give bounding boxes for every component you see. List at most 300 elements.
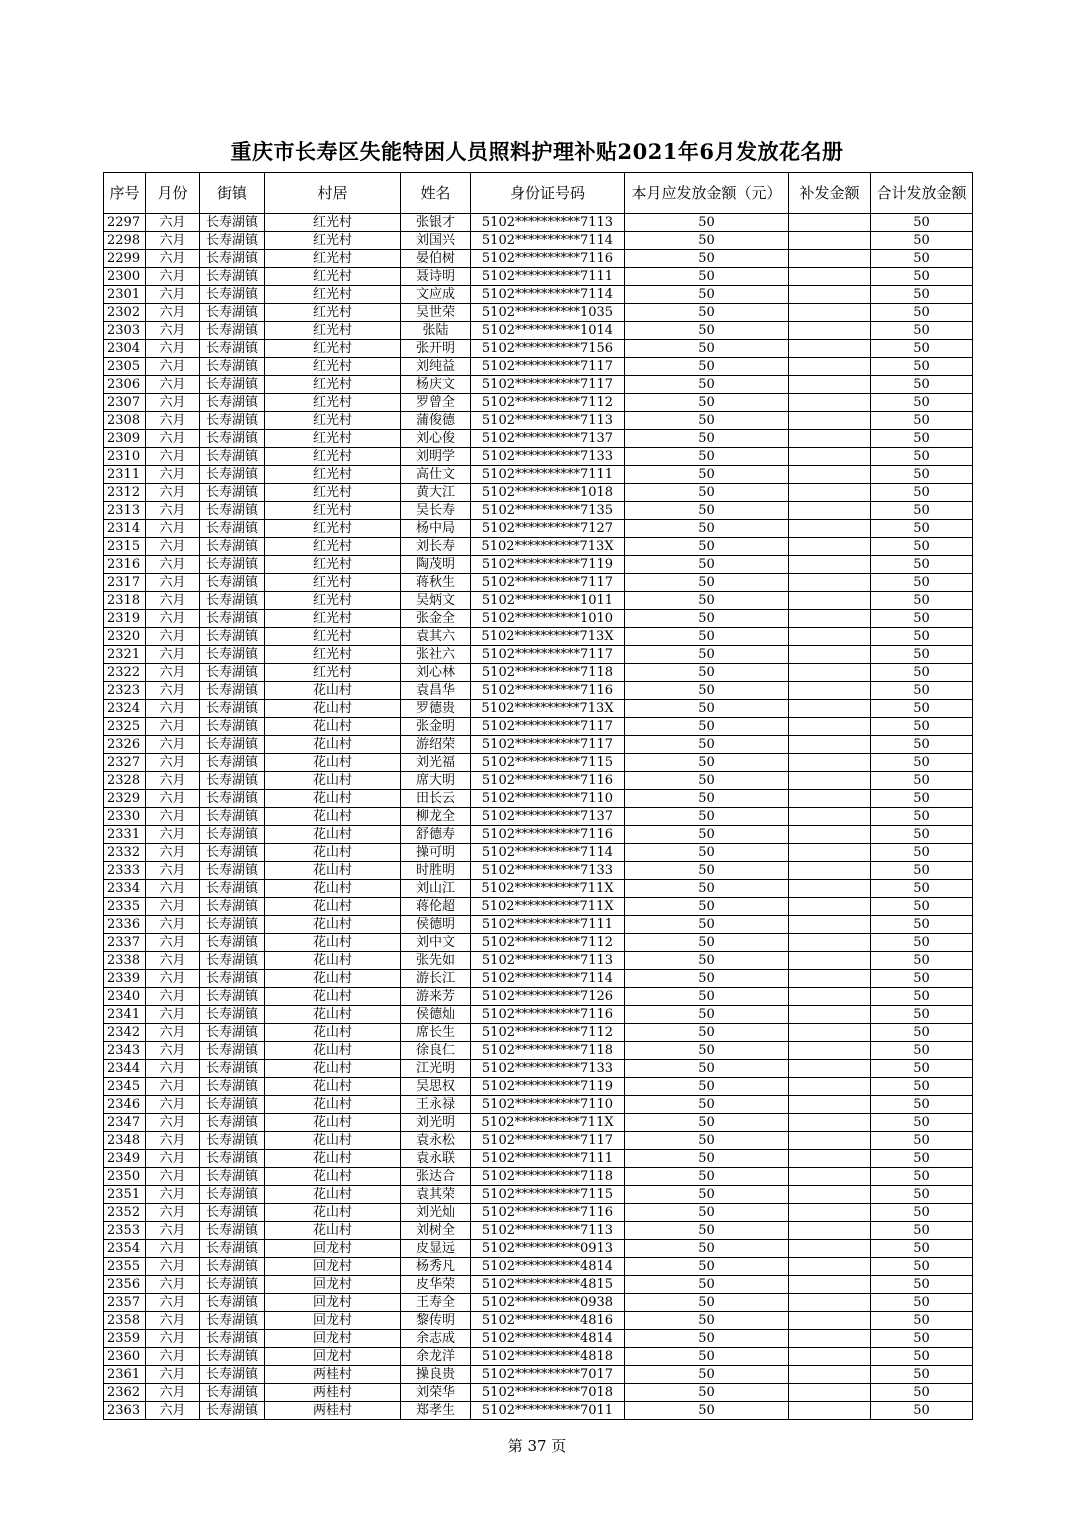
table-cell: 罗德贵 xyxy=(401,700,471,718)
table-cell: 六月 xyxy=(146,1258,200,1276)
table-cell: 50 xyxy=(871,880,973,898)
table-cell: 50 xyxy=(871,826,973,844)
table-cell: 刘国兴 xyxy=(401,232,471,250)
table-row xyxy=(104,934,973,952)
table-cell: 50 xyxy=(871,286,973,304)
table-cell: 六月 xyxy=(146,1186,200,1204)
table-cell: 50 xyxy=(871,628,973,646)
table-cell: 50 xyxy=(871,1024,973,1042)
table-cell xyxy=(789,412,871,430)
table-cell: 5102**********7113 xyxy=(471,952,625,970)
table-cell: 50 xyxy=(871,700,973,718)
table-cell: 袁永联 xyxy=(401,1150,471,1168)
table-cell: 六月 xyxy=(146,592,200,610)
table-row xyxy=(104,1204,973,1222)
table-cell: 50 xyxy=(625,1312,789,1330)
table-cell: 2333 xyxy=(104,862,146,880)
table-cell: 50 xyxy=(871,556,973,574)
table-cell xyxy=(789,736,871,754)
table-cell: 50 xyxy=(625,1168,789,1186)
table-cell: 花山村 xyxy=(265,718,401,736)
column-header: 序号 xyxy=(104,173,146,214)
table-cell: 六月 xyxy=(146,628,200,646)
table-cell: 长寿湖镇 xyxy=(200,592,265,610)
table-cell: 50 xyxy=(871,214,973,232)
table-cell: 50 xyxy=(625,1330,789,1348)
table-cell: 50 xyxy=(625,970,789,988)
table-cell: 六月 xyxy=(146,754,200,772)
table-cell: 花山村 xyxy=(265,952,401,970)
table-cell: 长寿湖镇 xyxy=(200,826,265,844)
table-cell: 红光村 xyxy=(265,340,401,358)
table-cell: 长寿湖镇 xyxy=(200,448,265,466)
column-header: 街镇 xyxy=(200,173,265,214)
table-cell: 六月 xyxy=(146,1402,200,1420)
table-cell: 5102**********7118 xyxy=(471,664,625,682)
table-cell: 长寿湖镇 xyxy=(200,970,265,988)
table-row xyxy=(104,214,973,232)
table-cell: 侯德灿 xyxy=(401,1006,471,1024)
table-cell: 花山村 xyxy=(265,1132,401,1150)
table-cell: 六月 xyxy=(146,1330,200,1348)
table-row xyxy=(104,394,973,412)
table-cell xyxy=(789,646,871,664)
table-cell: 袁昌华 xyxy=(401,682,471,700)
column-header: 村居 xyxy=(265,173,401,214)
table-row xyxy=(104,1132,973,1150)
table-cell: 5102**********711X xyxy=(471,898,625,916)
table-row xyxy=(104,718,973,736)
table-cell xyxy=(789,376,871,394)
table-cell: 50 xyxy=(625,430,789,448)
table-cell: 席长生 xyxy=(401,1024,471,1042)
table-cell: 50 xyxy=(871,1312,973,1330)
table-cell: 花山村 xyxy=(265,916,401,934)
table-cell: 花山村 xyxy=(265,1222,401,1240)
table-cell: 5102**********713X xyxy=(471,538,625,556)
table-cell: 黎传明 xyxy=(401,1312,471,1330)
table-cell: 5102**********4814 xyxy=(471,1330,625,1348)
table-cell: 花山村 xyxy=(265,808,401,826)
table-cell: 50 xyxy=(871,376,973,394)
table-cell: 50 xyxy=(625,808,789,826)
table-cell: 六月 xyxy=(146,520,200,538)
table-cell: 2355 xyxy=(104,1258,146,1276)
table-cell xyxy=(789,664,871,682)
table-cell xyxy=(789,1240,871,1258)
table-cell: 长寿湖镇 xyxy=(200,574,265,592)
table-cell: 长寿湖镇 xyxy=(200,340,265,358)
table-cell: 50 xyxy=(625,358,789,376)
table-cell: 5102**********7114 xyxy=(471,844,625,862)
table-cell: 六月 xyxy=(146,610,200,628)
table-cell: 50 xyxy=(871,538,973,556)
table-cell: 张银才 xyxy=(401,214,471,232)
table-cell: 红光村 xyxy=(265,376,401,394)
table-cell: 50 xyxy=(871,232,973,250)
table-row xyxy=(104,1060,973,1078)
table-cell: 郑孝生 xyxy=(401,1402,471,1420)
table-cell: 蒋秋生 xyxy=(401,574,471,592)
table-cell: 50 xyxy=(871,664,973,682)
table-row xyxy=(104,1186,973,1204)
table-cell: 2346 xyxy=(104,1096,146,1114)
table-cell: 5102**********7116 xyxy=(471,682,625,700)
table-cell xyxy=(789,718,871,736)
table-cell xyxy=(789,772,871,790)
table-cell: 50 xyxy=(625,1258,789,1276)
table-cell: 长寿湖镇 xyxy=(200,736,265,754)
table-cell: 长寿湖镇 xyxy=(200,304,265,322)
table-cell: 聂诗明 xyxy=(401,268,471,286)
table-cell: 2323 xyxy=(104,682,146,700)
table-cell: 5102**********713X xyxy=(471,700,625,718)
table-cell: 长寿湖镇 xyxy=(200,1348,265,1366)
page-number: 第 37 页 xyxy=(507,1437,567,1455)
table-cell: 2344 xyxy=(104,1060,146,1078)
table-cell: 2301 xyxy=(104,286,146,304)
table-cell: 50 xyxy=(871,502,973,520)
table-cell: 花山村 xyxy=(265,934,401,952)
table-cell: 红光村 xyxy=(265,538,401,556)
table-cell: 刘中文 xyxy=(401,934,471,952)
table-cell: 六月 xyxy=(146,916,200,934)
table-cell: 2352 xyxy=(104,1204,146,1222)
table-row xyxy=(104,952,973,970)
table-cell: 六月 xyxy=(146,1006,200,1024)
table-cell: 5102**********7133 xyxy=(471,448,625,466)
table-cell: 吴长寿 xyxy=(401,502,471,520)
table-cell: 长寿湖镇 xyxy=(200,466,265,484)
table-cell: 50 xyxy=(871,1240,973,1258)
table-cell: 花山村 xyxy=(265,772,401,790)
table-cell: 5102**********7116 xyxy=(471,1006,625,1024)
table-cell: 5102**********713X xyxy=(471,628,625,646)
table-cell: 长寿湖镇 xyxy=(200,1024,265,1042)
table-cell: 蒲俊德 xyxy=(401,412,471,430)
table-cell: 5102**********4814 xyxy=(471,1258,625,1276)
table-cell: 长寿湖镇 xyxy=(200,1222,265,1240)
table-cell: 六月 xyxy=(146,1294,200,1312)
table-cell: 长寿湖镇 xyxy=(200,646,265,664)
table-cell: 红光村 xyxy=(265,610,401,628)
table-cell: 50 xyxy=(871,1096,973,1114)
table-body xyxy=(104,214,973,1420)
table-cell: 2350 xyxy=(104,1168,146,1186)
table-cell: 2297 xyxy=(104,214,146,232)
table-cell: 六月 xyxy=(146,286,200,304)
table-row xyxy=(104,412,973,430)
table-cell: 50 xyxy=(871,394,973,412)
table-cell: 六月 xyxy=(146,448,200,466)
table-cell: 花山村 xyxy=(265,790,401,808)
table-cell: 长寿湖镇 xyxy=(200,250,265,268)
table-cell: 红光村 xyxy=(265,268,401,286)
table-cell: 50 xyxy=(625,592,789,610)
table-cell: 50 xyxy=(625,1348,789,1366)
table-cell: 5102**********7137 xyxy=(471,430,625,448)
table-cell: 50 xyxy=(871,322,973,340)
table-cell: 六月 xyxy=(146,988,200,1006)
table-cell: 50 xyxy=(625,934,789,952)
table-cell: 文应成 xyxy=(401,286,471,304)
table-cell xyxy=(789,862,871,880)
table-cell xyxy=(789,1168,871,1186)
table-row xyxy=(104,1348,973,1366)
table-cell: 2332 xyxy=(104,844,146,862)
table-cell: 红光村 xyxy=(265,304,401,322)
table-cell: 长寿湖镇 xyxy=(200,862,265,880)
table-cell: 50 xyxy=(871,1294,973,1312)
table-cell: 50 xyxy=(625,1006,789,1024)
table-cell: 六月 xyxy=(146,1276,200,1294)
table-row xyxy=(104,1276,973,1294)
table-row xyxy=(104,502,973,520)
table-cell: 余龙洋 xyxy=(401,1348,471,1366)
table-cell: 5102**********0913 xyxy=(471,1240,625,1258)
table-row xyxy=(104,1042,973,1060)
table-cell: 2316 xyxy=(104,556,146,574)
table-cell: 红光村 xyxy=(265,466,401,484)
table-cell xyxy=(789,340,871,358)
table-cell: 2353 xyxy=(104,1222,146,1240)
table-cell: 5102**********7114 xyxy=(471,970,625,988)
table-cell: 长寿湖镇 xyxy=(200,1006,265,1024)
table-cell xyxy=(789,988,871,1006)
table-cell: 长寿湖镇 xyxy=(200,1114,265,1132)
table-cell: 长寿湖镇 xyxy=(200,1060,265,1078)
table-row xyxy=(104,430,973,448)
table-cell: 长寿湖镇 xyxy=(200,700,265,718)
table-cell: 长寿湖镇 xyxy=(200,1096,265,1114)
table-cell: 2356 xyxy=(104,1276,146,1294)
table-cell xyxy=(789,1186,871,1204)
table-cell: 刘心俊 xyxy=(401,430,471,448)
table-row xyxy=(104,646,973,664)
table-cell: 刘树全 xyxy=(401,1222,471,1240)
table-cell: 长寿湖镇 xyxy=(200,1294,265,1312)
table-cell: 六月 xyxy=(146,322,200,340)
table-cell xyxy=(789,520,871,538)
table-cell: 花山村 xyxy=(265,826,401,844)
table-cell: 5102**********4818 xyxy=(471,1348,625,1366)
table-cell xyxy=(789,592,871,610)
table-cell: 50 xyxy=(625,214,789,232)
table-row xyxy=(104,376,973,394)
table-cell: 六月 xyxy=(146,772,200,790)
table-cell: 花山村 xyxy=(265,1078,401,1096)
table-cell: 徐良仁 xyxy=(401,1042,471,1060)
table-cell: 5102**********7111 xyxy=(471,916,625,934)
table-cell: 2324 xyxy=(104,700,146,718)
table-cell: 六月 xyxy=(146,556,200,574)
table-cell xyxy=(789,1042,871,1060)
table-cell: 50 xyxy=(625,844,789,862)
table-cell: 红光村 xyxy=(265,358,401,376)
table-cell: 2363 xyxy=(104,1402,146,1420)
table-cell xyxy=(789,1204,871,1222)
table-row xyxy=(104,340,973,358)
table-cell: 长寿湖镇 xyxy=(200,232,265,250)
table-cell xyxy=(789,322,871,340)
table-cell: 2306 xyxy=(104,376,146,394)
table-cell: 5102**********7111 xyxy=(471,268,625,286)
table-cell: 六月 xyxy=(146,1060,200,1078)
table-cell: 2330 xyxy=(104,808,146,826)
table-cell: 50 xyxy=(625,448,789,466)
table-row xyxy=(104,1258,973,1276)
table-cell: 六月 xyxy=(146,1114,200,1132)
table-cell: 长寿湖镇 xyxy=(200,1276,265,1294)
table-cell: 2343 xyxy=(104,1042,146,1060)
table-row xyxy=(104,538,973,556)
table-cell: 50 xyxy=(625,376,789,394)
table-cell: 50 xyxy=(871,1042,973,1060)
table-row xyxy=(104,880,973,898)
table-cell: 吴炳文 xyxy=(401,592,471,610)
table-cell: 5102**********7116 xyxy=(471,1204,625,1222)
table-cell xyxy=(789,286,871,304)
table-cell: 2320 xyxy=(104,628,146,646)
table-cell: 5102**********7119 xyxy=(471,556,625,574)
table-cell: 50 xyxy=(871,1258,973,1276)
table-cell: 2317 xyxy=(104,574,146,592)
table-cell: 50 xyxy=(625,664,789,682)
table-cell: 50 xyxy=(625,1060,789,1078)
table-cell: 长寿湖镇 xyxy=(200,1366,265,1384)
table-cell: 50 xyxy=(625,988,789,1006)
table-cell xyxy=(789,952,871,970)
table-row xyxy=(104,1114,973,1132)
table-cell xyxy=(789,1294,871,1312)
table-cell xyxy=(789,1132,871,1150)
table-row xyxy=(104,466,973,484)
table-cell: 2329 xyxy=(104,790,146,808)
table-cell xyxy=(789,268,871,286)
table-cell xyxy=(789,556,871,574)
table-cell: 50 xyxy=(625,268,789,286)
table-cell: 六月 xyxy=(146,538,200,556)
table-cell: 2334 xyxy=(104,880,146,898)
table-cell: 江光明 xyxy=(401,1060,471,1078)
table-cell: 六月 xyxy=(146,682,200,700)
table-cell: 2298 xyxy=(104,232,146,250)
table-cell: 5102**********7117 xyxy=(471,376,625,394)
table-cell: 2337 xyxy=(104,934,146,952)
table-cell: 5102**********7110 xyxy=(471,1096,625,1114)
table-cell: 长寿湖镇 xyxy=(200,1078,265,1096)
table-cell: 50 xyxy=(871,592,973,610)
table-cell: 50 xyxy=(871,862,973,880)
table-cell: 50 xyxy=(625,1240,789,1258)
table-row xyxy=(104,232,973,250)
table-cell: 2304 xyxy=(104,340,146,358)
table-cell: 余志成 xyxy=(401,1330,471,1348)
table-cell: 50 xyxy=(625,556,789,574)
table-cell xyxy=(789,1276,871,1294)
table-cell xyxy=(789,1222,871,1240)
table-cell: 红光村 xyxy=(265,592,401,610)
table-cell: 2340 xyxy=(104,988,146,1006)
table-cell: 长寿湖镇 xyxy=(200,898,265,916)
table-row xyxy=(104,988,973,1006)
table-cell: 柳龙全 xyxy=(401,808,471,826)
table-cell: 2345 xyxy=(104,1078,146,1096)
table-row xyxy=(104,736,973,754)
table-cell: 六月 xyxy=(146,250,200,268)
table-cell: 张达合 xyxy=(401,1168,471,1186)
table-row xyxy=(104,610,973,628)
table-cell xyxy=(789,700,871,718)
table-cell: 5102**********7119 xyxy=(471,1078,625,1096)
table-cell: 长寿湖镇 xyxy=(200,1132,265,1150)
table-cell: 5102**********7110 xyxy=(471,790,625,808)
table-cell: 2357 xyxy=(104,1294,146,1312)
table-cell: 花山村 xyxy=(265,1024,401,1042)
table-cell: 50 xyxy=(871,1330,973,1348)
table-cell: 5102**********7112 xyxy=(471,394,625,412)
table-cell: 张金明 xyxy=(401,718,471,736)
table-cell: 50 xyxy=(871,934,973,952)
table-cell: 50 xyxy=(871,574,973,592)
table-cell: 长寿湖镇 xyxy=(200,754,265,772)
table-cell: 蒋伦超 xyxy=(401,898,471,916)
table-cell: 六月 xyxy=(146,1132,200,1150)
table-cell: 六月 xyxy=(146,790,200,808)
table-cell: 5102**********1035 xyxy=(471,304,625,322)
table-cell xyxy=(789,484,871,502)
table-cell xyxy=(789,1096,871,1114)
table-cell: 六月 xyxy=(146,934,200,952)
table-cell: 2319 xyxy=(104,610,146,628)
table-cell: 50 xyxy=(625,1384,789,1402)
table-cell xyxy=(789,970,871,988)
table-cell: 2308 xyxy=(104,412,146,430)
table-cell: 花山村 xyxy=(265,970,401,988)
table-cell xyxy=(789,1114,871,1132)
table-cell: 王永禄 xyxy=(401,1096,471,1114)
table-cell: 5102**********7113 xyxy=(471,1222,625,1240)
table-cell: 50 xyxy=(625,322,789,340)
table-cell: 5102**********7115 xyxy=(471,754,625,772)
table-cell: 2360 xyxy=(104,1348,146,1366)
table-cell: 50 xyxy=(625,484,789,502)
table-cell: 5102**********7115 xyxy=(471,1186,625,1204)
table-cell xyxy=(789,898,871,916)
table-cell: 六月 xyxy=(146,880,200,898)
table-cell: 六月 xyxy=(146,466,200,484)
table-row xyxy=(104,898,973,916)
table-cell: 5102**********7112 xyxy=(471,934,625,952)
table-cell xyxy=(789,610,871,628)
table-cell: 花山村 xyxy=(265,1096,401,1114)
table-cell xyxy=(789,808,871,826)
table-cell: 2347 xyxy=(104,1114,146,1132)
table-cell: 六月 xyxy=(146,898,200,916)
table-cell: 红光村 xyxy=(265,214,401,232)
table-cell: 50 xyxy=(871,790,973,808)
table-cell: 2328 xyxy=(104,772,146,790)
table-cell: 50 xyxy=(625,520,789,538)
table-cell: 红光村 xyxy=(265,394,401,412)
table-cell: 长寿湖镇 xyxy=(200,394,265,412)
table-row xyxy=(104,772,973,790)
table-cell: 王寿全 xyxy=(401,1294,471,1312)
table-cell xyxy=(789,790,871,808)
table-cell: 50 xyxy=(625,790,789,808)
table-cell: 2326 xyxy=(104,736,146,754)
table-cell: 游长江 xyxy=(401,970,471,988)
